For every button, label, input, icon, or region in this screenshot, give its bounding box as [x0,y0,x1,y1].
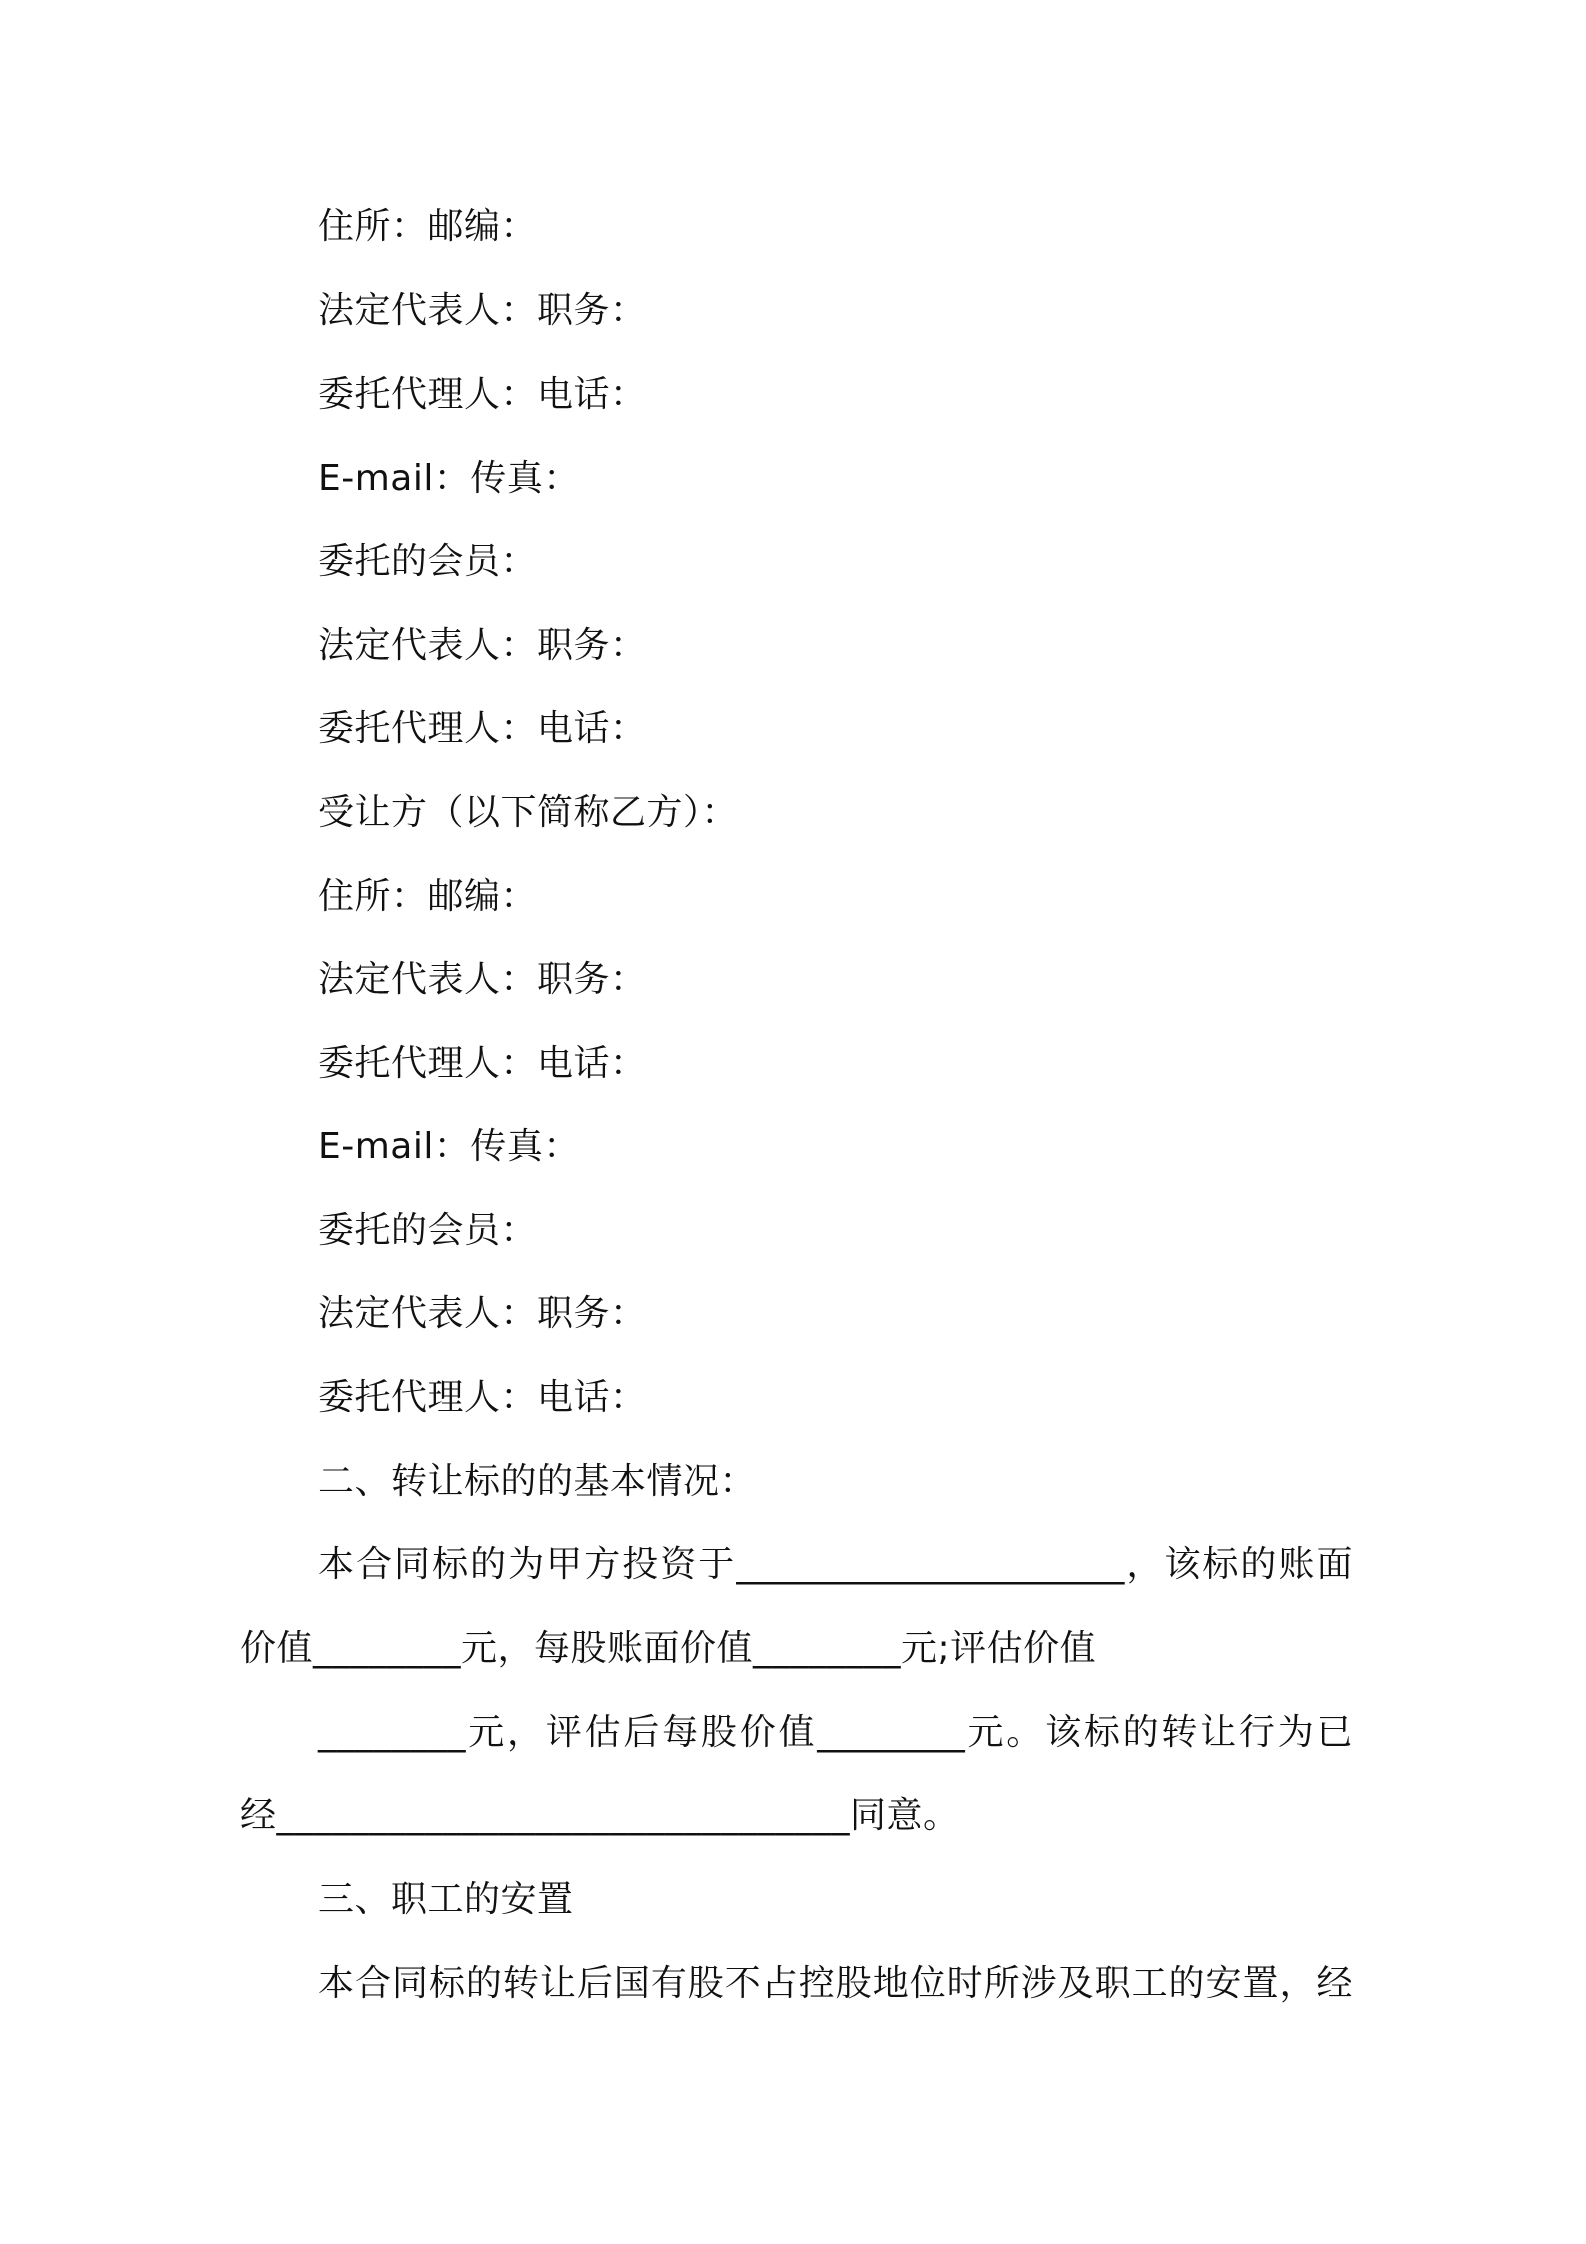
paragraph-line: 本合同标的转让后国有股不占控股地位时所涉及职工的安置，经 [318,1963,1353,2004]
field-line-agent-phone: 委托代理人：电话： [318,1043,647,1084]
field-line-member: 委托的会员： [318,1210,538,1251]
field-line-agent-phone: 委托代理人：电话： [318,374,647,415]
field-line-email-fax: E-mail：传真： [318,458,580,499]
field-line-member-legal-rep: 法定代表人：职务： [318,1293,647,1334]
field-line-member-legal-rep: 法定代表人：职务： [318,625,647,666]
field-line-address-postcode: 住所：邮编： [318,206,538,247]
paragraph-line: 价值________元，每股账面价值________元;评估价值 [240,1628,1097,1669]
paragraph-line: ________元，评估后每股价值________元。该标的转让行为已 [318,1712,1353,1753]
field-line-email-fax: E-mail：传真： [318,1126,580,1167]
paragraph-line: 本合同标的为甲方投资于_____________________，该标的账面 [318,1544,1353,1585]
section-transferee-heading: 受让方（以下简称乙方）： [318,792,739,833]
field-line-legal-rep-title: 法定代表人：职务： [318,959,647,1000]
field-line-legal-rep-title: 法定代表人：职务： [318,290,647,331]
field-line-member-agent: 委托代理人：电话： [318,708,647,749]
paragraph-line: 经_______________________________同意。 [240,1795,960,1836]
field-line-member-agent: 委托代理人：电话： [318,1377,647,1418]
field-line-address-postcode: 住所：邮编： [318,876,538,917]
section-heading-subject: 二、转让标的的基本情况： [318,1461,757,1502]
section-heading-staff: 三、职工的安置 [318,1879,574,1920]
field-line-member: 委托的会员： [318,541,538,582]
